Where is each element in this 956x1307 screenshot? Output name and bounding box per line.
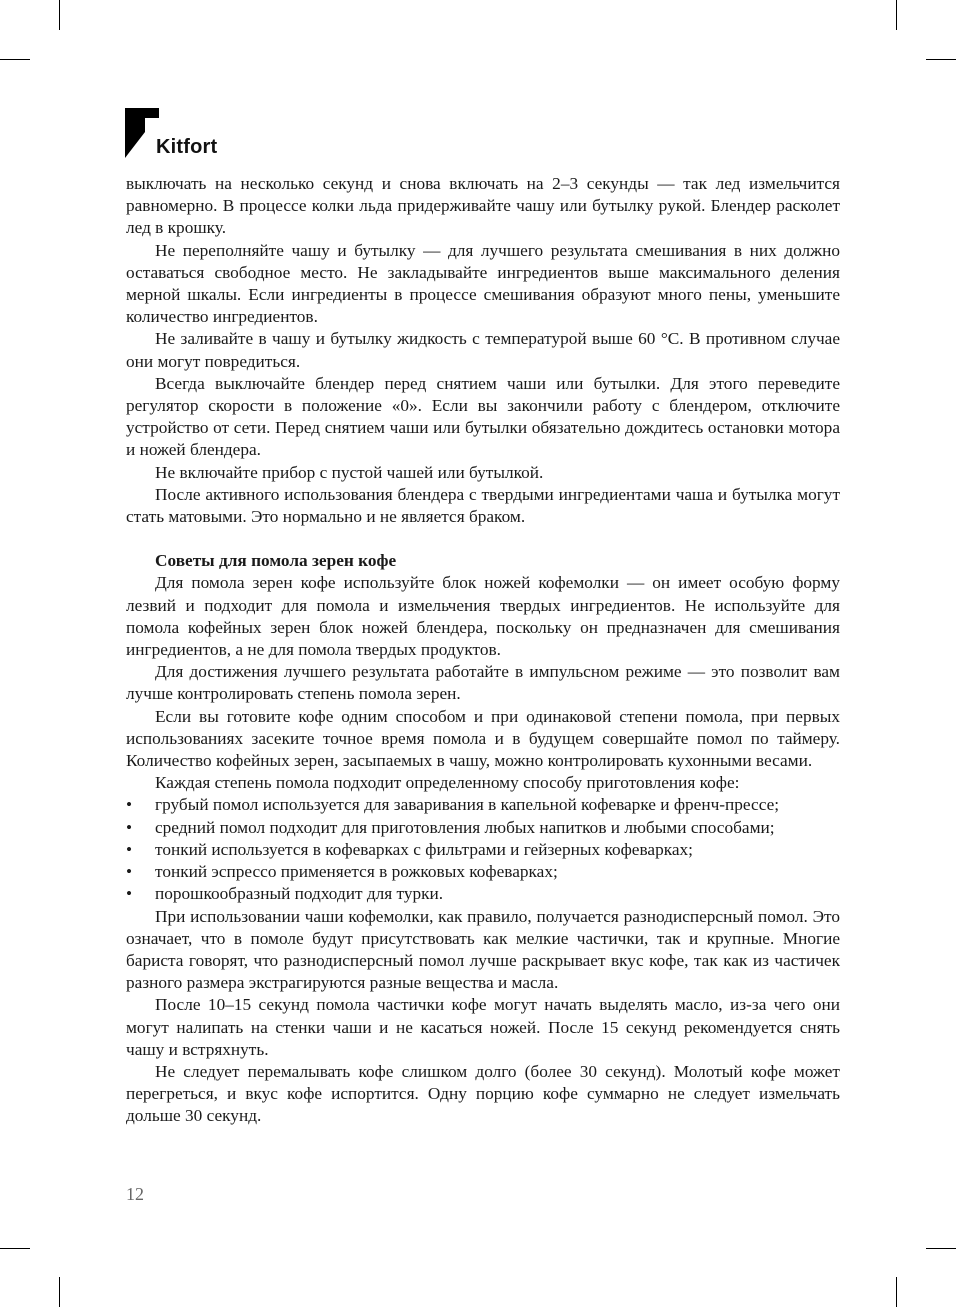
- paragraph: После активного использования блендера с твердыми ингредиентами чаша и бутылка могут стать матовыми. Это нормально и не является браком.: [126, 484, 840, 527]
- crop-mark-top-left-h: [0, 59, 30, 60]
- page-content: [126, 173, 840, 1128]
- list-item: [126, 861, 840, 883]
- page-number: 12: [126, 1184, 144, 1204]
- paragraph: Всегда выключайте блендер перед снятием чаши или бутылки. Для этого переведите регулятор скорости в положение «0». Если вы закончили работу с блендером, отключите устройство от сети. Перед снятием чаши или бутылки обязательно дождитесь остановки мотора и ножей блендера.: [126, 373, 840, 460]
- list-item-text: тонкий эспрессо применяется в рожковых кофеварках;: [155, 862, 558, 882]
- paragraph: Не включайте прибор с пустой чашей или бутылкой.: [155, 462, 544, 482]
- list-item: [126, 817, 840, 839]
- paragraph: Не заливайте в чашу и бутылку жидкость с температурой выше 60 °C. В противном случае они могут повредиться.: [126, 329, 840, 371]
- brand-logo: [125, 108, 245, 158]
- crop-mark-bottom-right: [896, 1277, 897, 1307]
- paragraph: Не следует перемалывать кофе слишком долго (более 30 секунд). Молотый кофе может перегреться, и вкус кофе испортится. Одну порцию кофе суммарно не следует измельчать дольше 30 секунд.: [126, 1061, 840, 1126]
- list-item-text: грубый помол используется для заваривания в капельной кофеварке и френч-прессе;: [155, 795, 780, 815]
- section-title: Советы для помола зерен кофе: [155, 551, 397, 571]
- kitfort-logo-icon: [125, 108, 159, 158]
- intro-block: [126, 173, 840, 528]
- bullet-icon: •: [126, 795, 133, 815]
- closing-paragraphs: [126, 906, 840, 1128]
- crop-mark-bottom-left-h: [0, 1248, 30, 1249]
- crop-mark-bottom-left: [59, 1277, 60, 1307]
- bullet-icon: •: [126, 817, 133, 837]
- list-item-text: средний помол подходит для приготовления любых напитков и любыми способами;: [155, 817, 775, 837]
- crop-mark-top-right-h: [926, 59, 956, 60]
- paragraph: Для помола зерен кофе используйте блок ножей кофемолки — он имеет особую форму лезвий и подходит для помола и измельчения твердых ингредиентов. Не используйте для помола кофейных зерен блок ножей блендера, поскольку он предназначен для смешивания ингредиентов, а не для помола твердых продуктов.: [126, 573, 840, 660]
- grind-list: [126, 794, 840, 905]
- paragraph: Если вы готовите кофе одним способом и при одинаковой степени помола, при первых использованиях засеките точное время помола и в будущем совершайте помол по таймеру. Количество кофейных зерен, засыпаемых в чашу, можно контролировать кухонными весами.: [126, 706, 840, 771]
- brand-name: Kitfort: [156, 136, 218, 158]
- paragraph: При использовании чаши кофемолки, как правило, получается разнодисперсный помол. Это означает, что в помоле будут присутствовать как мелкие частички, так и крупные. Многие бариста говорят, что разнодисперсный помол лучше раскрывает вкус кофе, так как из частичек разного размера экстрагируются разные вещества и масла.: [126, 906, 840, 993]
- paragraph: Для достижения лучшего результата работайте в импульсном режиме — это позволит вам лучше контролировать степень помола зерен.: [126, 662, 840, 704]
- crop-mark-top-right: [896, 0, 897, 30]
- paragraph: Каждая степень помола подходит определенному способу приготовления кофе:: [155, 773, 740, 793]
- paragraph: После 10–15 секунд помола частички кофе могут начать выделять масло, из-за чего они могут налипать на стенки чаши и не касаться ножей. После 15 секунд рекомендуется снять чашу и встряхнуть.: [126, 995, 840, 1059]
- list-item: [126, 883, 840, 905]
- bullet-icon: •: [126, 862, 133, 882]
- section-paragraphs: [126, 572, 840, 794]
- crop-mark-top-left: [59, 0, 60, 30]
- list-item: [126, 794, 840, 816]
- crop-mark-bottom-right-h: [926, 1248, 956, 1249]
- list-item-text: порошкообразный подходит для турки.: [155, 884, 444, 904]
- paragraph: Не переполняйте чашу и бутылку — для лучшего результата смешивания в них должно оставаться свободное место. Не закладывайте ингредиентов выше максимального деления мерной шкалы. Если ингредиенты в процессе смешивания образуют много пены, уменьшите количество ингредиентов.: [126, 240, 840, 327]
- list-item-text: тонкий используется в кофеварках с фильтрами и гейзерных кофеварках;: [155, 839, 693, 859]
- list-item: [126, 839, 840, 861]
- bullet-icon: •: [126, 884, 133, 904]
- paragraph: выключать на несколько секунд и снова включать на 2–3 секунды — так лед измельчится равномерно. В процессе колки льда придерживайте чашу или бутылку рукой. Блендер расколет лед в крошку.: [126, 174, 840, 238]
- bullet-icon: •: [126, 839, 133, 859]
